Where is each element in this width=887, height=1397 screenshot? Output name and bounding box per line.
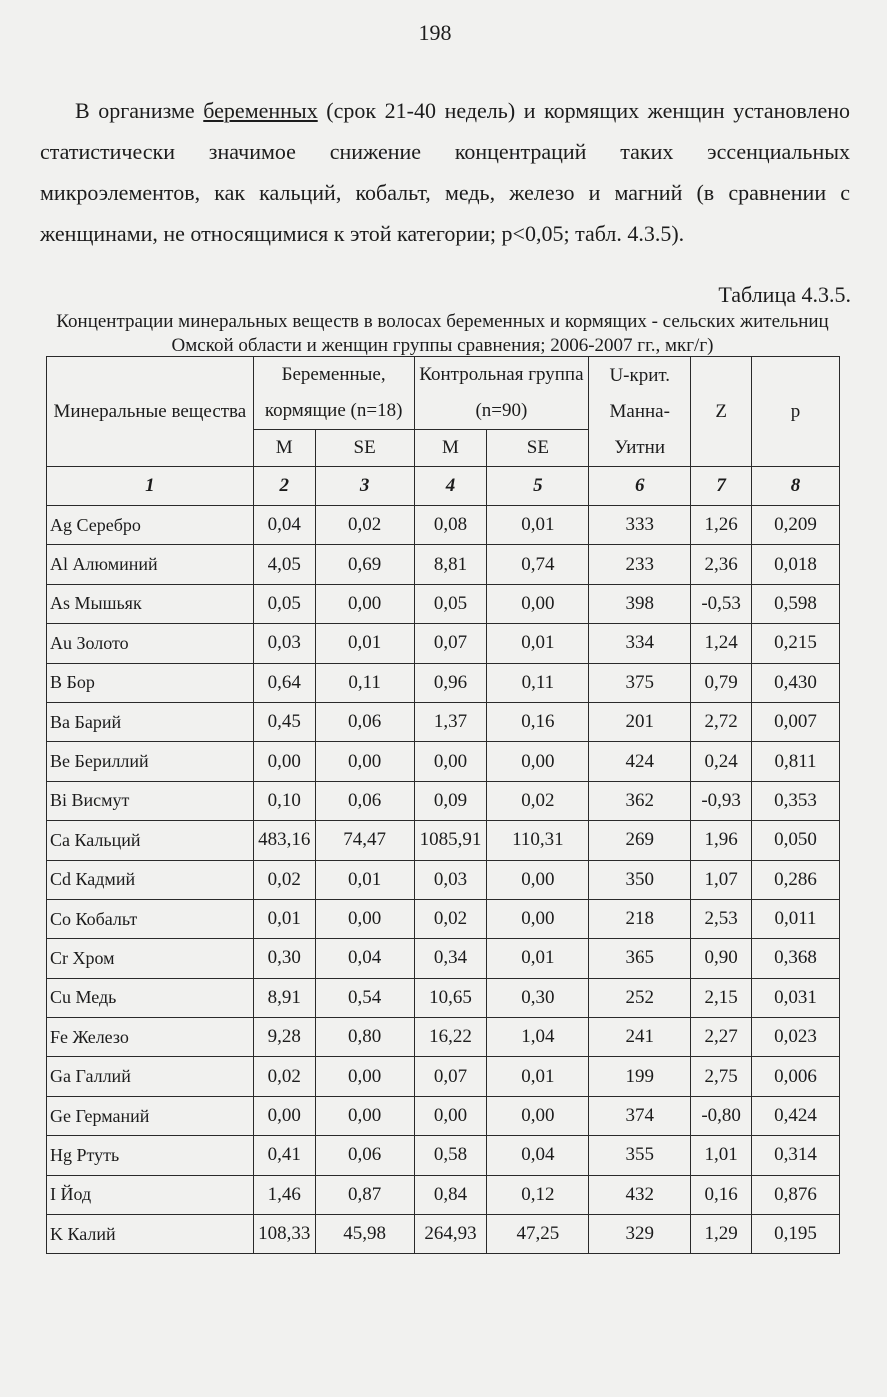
cell-se-control: 0,01 xyxy=(487,1057,589,1096)
cell-m-control: 0,96 xyxy=(414,663,487,702)
cell-m-control: 264,93 xyxy=(414,1215,487,1254)
cell-element: B Бор xyxy=(47,663,254,702)
header-u-crit: U-крит. Манна-Уитни xyxy=(589,357,691,467)
cell-m-control: 8,81 xyxy=(414,545,487,584)
cell-se-pregnant: 0,00 xyxy=(315,899,414,938)
cell-se-control: 0,74 xyxy=(487,545,589,584)
table-row xyxy=(47,663,840,702)
cell-p: 0,195 xyxy=(752,1215,840,1254)
table-row xyxy=(47,1175,840,1214)
column-number: 3 xyxy=(315,467,414,506)
cell-z: 1,26 xyxy=(691,506,752,545)
cell-z: 2,27 xyxy=(691,1018,752,1057)
cell-m-pregnant: 0,41 xyxy=(253,1136,315,1175)
cell-element: Ca Кальций xyxy=(47,821,254,860)
cell-m-control: 0,00 xyxy=(414,742,487,781)
column-number: 2 xyxy=(253,467,315,506)
paragraph-underlined-word: беременных xyxy=(203,98,318,123)
cell-m-pregnant: 0,00 xyxy=(253,742,315,781)
cell-m-pregnant: 8,91 xyxy=(253,978,315,1017)
cell-m-pregnant: 108,33 xyxy=(253,1215,315,1254)
cell-se-control: 47,25 xyxy=(487,1215,589,1254)
cell-element: Ge Германий xyxy=(47,1096,254,1135)
cell-se-pregnant: 0,00 xyxy=(315,584,414,623)
cell-se-control: 0,30 xyxy=(487,978,589,1017)
cell-u-crit: 334 xyxy=(589,624,691,663)
table-row xyxy=(47,781,840,820)
table-row xyxy=(47,860,840,899)
cell-se-pregnant: 0,00 xyxy=(315,1096,414,1135)
table-row xyxy=(47,821,840,860)
cell-m-pregnant: 0,05 xyxy=(253,584,315,623)
cell-z: 0,90 xyxy=(691,939,752,978)
cell-p: 0,314 xyxy=(752,1136,840,1175)
column-number-row xyxy=(47,467,840,506)
paragraph-text-start: В организме xyxy=(75,98,204,123)
cell-p: 0,011 xyxy=(752,899,840,938)
cell-p: 0,007 xyxy=(752,702,840,741)
header-m-control: M xyxy=(414,430,487,467)
column-number: 1 xyxy=(47,467,254,506)
cell-z: 0,79 xyxy=(691,663,752,702)
cell-p: 0,598 xyxy=(752,584,840,623)
cell-m-control: 0,02 xyxy=(414,899,487,938)
table-row xyxy=(47,899,840,938)
table-row xyxy=(47,506,840,545)
cell-m-control: 10,65 xyxy=(414,978,487,1017)
cell-se-control: 0,01 xyxy=(487,624,589,663)
cell-element: I Йод xyxy=(47,1175,254,1214)
cell-m-pregnant: 4,05 xyxy=(253,545,315,584)
cell-u-crit: 432 xyxy=(589,1175,691,1214)
cell-u-crit: 375 xyxy=(589,663,691,702)
cell-u-crit: 424 xyxy=(589,742,691,781)
cell-m-pregnant: 0,03 xyxy=(253,624,315,663)
cell-u-crit: 362 xyxy=(589,781,691,820)
cell-m-pregnant: 0,02 xyxy=(253,1057,315,1096)
cell-element: Cu Медь xyxy=(47,978,254,1017)
cell-u-crit: 333 xyxy=(589,506,691,545)
body-paragraph xyxy=(40,90,850,254)
header-control: Контрольная группа (n=90) xyxy=(414,357,589,430)
cell-z: 1,29 xyxy=(691,1215,752,1254)
cell-m-control: 0,07 xyxy=(414,1057,487,1096)
table-row xyxy=(47,702,840,741)
cell-se-pregnant: 74,47 xyxy=(315,821,414,860)
cell-se-pregnant: 0,11 xyxy=(315,663,414,702)
table-row xyxy=(47,624,840,663)
cell-u-crit: 218 xyxy=(589,899,691,938)
cell-element: Bi Висмут xyxy=(47,781,254,820)
cell-m-control: 0,00 xyxy=(414,1096,487,1135)
table-row xyxy=(47,1057,840,1096)
table-body xyxy=(47,467,840,1254)
cell-se-control: 0,04 xyxy=(487,1136,589,1175)
cell-p: 0,353 xyxy=(752,781,840,820)
header-pregnant: Беременные, кормящие (n=18) xyxy=(253,357,414,430)
cell-m-pregnant: 0,02 xyxy=(253,860,315,899)
table-row xyxy=(47,1018,840,1057)
column-number: 6 xyxy=(589,467,691,506)
cell-u-crit: 201 xyxy=(589,702,691,741)
cell-se-pregnant: 0,87 xyxy=(315,1175,414,1214)
cell-p: 0,209 xyxy=(752,506,840,545)
cell-element: K Калий xyxy=(47,1215,254,1254)
cell-se-control: 0,00 xyxy=(487,860,589,899)
cell-element: As Мышьяк xyxy=(47,584,254,623)
column-number: 7 xyxy=(691,467,752,506)
cell-se-pregnant: 0,06 xyxy=(315,702,414,741)
cell-p: 0,006 xyxy=(752,1057,840,1096)
cell-se-pregnant: 0,06 xyxy=(315,1136,414,1175)
cell-m-control: 1085,91 xyxy=(414,821,487,860)
cell-z: 1,96 xyxy=(691,821,752,860)
cell-z: 2,72 xyxy=(691,702,752,741)
cell-m-control: 16,22 xyxy=(414,1018,487,1057)
table-row xyxy=(47,584,840,623)
cell-z: 1,01 xyxy=(691,1136,752,1175)
cell-se-pregnant: 0,00 xyxy=(315,1057,414,1096)
cell-m-pregnant: 1,46 xyxy=(253,1175,315,1214)
cell-element: Hg Ртуть xyxy=(47,1136,254,1175)
header-z: Z xyxy=(691,357,752,467)
table-label: Таблица 4.3.5. xyxy=(718,282,851,307)
cell-z: 2,53 xyxy=(691,899,752,938)
cell-m-control: 0,05 xyxy=(414,584,487,623)
cell-u-crit: 355 xyxy=(589,1136,691,1175)
header-minerals: Минеральные вещества xyxy=(47,357,254,467)
column-number: 5 xyxy=(487,467,589,506)
cell-u-crit: 233 xyxy=(589,545,691,584)
cell-p: 0,424 xyxy=(752,1096,840,1135)
cell-z: 2,15 xyxy=(691,978,752,1017)
cell-m-pregnant: 9,28 xyxy=(253,1018,315,1057)
header-se-control: SE xyxy=(487,430,589,467)
cell-se-control: 0,00 xyxy=(487,1096,589,1135)
cell-u-crit: 398 xyxy=(589,584,691,623)
cell-u-crit: 252 xyxy=(589,978,691,1017)
table-row xyxy=(47,545,840,584)
cell-p: 0,876 xyxy=(752,1175,840,1214)
paragraph-text-end: (срок 21-40 недель) и кормящих женщин установлено статистически значимое снижение концентраций таких эссенциальных микроэлементов, как кальций, кобальт, медь, железо и магний (в сравнении с женщинами, не относящимися к этой категории; р<0,05; табл. 4.3.5). xyxy=(40,98,851,246)
cell-u-crit: 350 xyxy=(589,860,691,899)
cell-z: -0,80 xyxy=(691,1096,752,1135)
column-number: 8 xyxy=(752,467,840,506)
cell-se-pregnant: 45,98 xyxy=(315,1215,414,1254)
cell-element: Ag Серебро xyxy=(47,506,254,545)
cell-se-pregnant: 0,54 xyxy=(315,978,414,1017)
cell-p: 0,430 xyxy=(752,663,840,702)
cell-m-control: 0,07 xyxy=(414,624,487,663)
cell-m-pregnant: 0,10 xyxy=(253,781,315,820)
cell-element: Cd Кадмий xyxy=(47,860,254,899)
cell-z: 0,24 xyxy=(691,742,752,781)
cell-z: 1,07 xyxy=(691,860,752,899)
cell-se-control: 110,31 xyxy=(487,821,589,860)
cell-u-crit: 241 xyxy=(589,1018,691,1057)
cell-m-pregnant: 483,16 xyxy=(253,821,315,860)
cell-z: -0,93 xyxy=(691,781,752,820)
cell-z: 2,75 xyxy=(691,1057,752,1096)
cell-se-pregnant: 0,02 xyxy=(315,506,414,545)
cell-z: -0,53 xyxy=(691,584,752,623)
cell-element: Au Золото xyxy=(47,624,254,663)
cell-p: 0,031 xyxy=(752,978,840,1017)
cell-m-control: 0,03 xyxy=(414,860,487,899)
cell-z: 2,36 xyxy=(691,545,752,584)
cell-u-crit: 374 xyxy=(589,1096,691,1135)
cell-element: Al Алюминий xyxy=(47,545,254,584)
cell-p: 0,018 xyxy=(752,545,840,584)
cell-m-pregnant: 0,45 xyxy=(253,702,315,741)
cell-m-control: 1,37 xyxy=(414,702,487,741)
cell-u-crit: 329 xyxy=(589,1215,691,1254)
cell-se-pregnant: 0,69 xyxy=(315,545,414,584)
table-row xyxy=(47,1096,840,1135)
cell-m-pregnant: 0,04 xyxy=(253,506,315,545)
table-row xyxy=(47,1136,840,1175)
cell-m-control: 0,09 xyxy=(414,781,487,820)
cell-se-pregnant: 0,00 xyxy=(315,742,414,781)
cell-se-control: 0,16 xyxy=(487,702,589,741)
cell-se-control: 0,01 xyxy=(487,939,589,978)
cell-m-pregnant: 0,64 xyxy=(253,663,315,702)
cell-m-pregnant: 0,00 xyxy=(253,1096,315,1135)
cell-se-pregnant: 0,04 xyxy=(315,939,414,978)
cell-se-control: 0,00 xyxy=(487,584,589,623)
cell-p: 0,368 xyxy=(752,939,840,978)
cell-se-control: 0,12 xyxy=(487,1175,589,1214)
column-number: 4 xyxy=(414,467,487,506)
cell-element: Fe Железо xyxy=(47,1018,254,1057)
cell-se-control: 0,00 xyxy=(487,742,589,781)
cell-u-crit: 365 xyxy=(589,939,691,978)
minerals-table xyxy=(46,356,840,1254)
table-row xyxy=(47,978,840,1017)
cell-m-control: 0,58 xyxy=(414,1136,487,1175)
page-number: 198 xyxy=(418,20,452,45)
cell-m-pregnant: 0,30 xyxy=(253,939,315,978)
table-caption: Концентрации минеральных веществ в волосах беременных и кормящих - сельских жительниц Омской области и женщин группы сравнения; 2006-2007 гг., мкг/г) xyxy=(56,311,829,356)
cell-p: 0,215 xyxy=(752,624,840,663)
cell-p: 0,023 xyxy=(752,1018,840,1057)
cell-se-pregnant: 0,80 xyxy=(315,1018,414,1057)
cell-element: Cr Хром xyxy=(47,939,254,978)
cell-se-control: 1,04 xyxy=(487,1018,589,1057)
cell-m-control: 0,34 xyxy=(414,939,487,978)
cell-se-control: 0,01 xyxy=(487,506,589,545)
cell-element: Be Бериллий xyxy=(47,742,254,781)
cell-element: Ga Галлий xyxy=(47,1057,254,1096)
cell-se-pregnant: 0,01 xyxy=(315,624,414,663)
cell-element: Ba Барий xyxy=(47,702,254,741)
cell-m-pregnant: 0,01 xyxy=(253,899,315,938)
cell-p: 0,811 xyxy=(752,742,840,781)
cell-z: 1,24 xyxy=(691,624,752,663)
cell-p: 0,050 xyxy=(752,821,840,860)
header-p: p xyxy=(752,357,840,467)
cell-se-pregnant: 0,06 xyxy=(315,781,414,820)
cell-se-pregnant: 0,01 xyxy=(315,860,414,899)
cell-m-control: 0,84 xyxy=(414,1175,487,1214)
cell-element: Co Кобальт xyxy=(47,899,254,938)
cell-p: 0,286 xyxy=(752,860,840,899)
cell-z: 0,16 xyxy=(691,1175,752,1214)
table-row xyxy=(47,1215,840,1254)
header-se-pregnant: SE xyxy=(315,430,414,467)
cell-se-control: 0,02 xyxy=(487,781,589,820)
cell-se-control: 0,11 xyxy=(487,663,589,702)
header-m-pregnant: M xyxy=(253,430,315,467)
cell-m-control: 0,08 xyxy=(414,506,487,545)
table-row xyxy=(47,742,840,781)
cell-u-crit: 269 xyxy=(589,821,691,860)
table-row xyxy=(47,939,840,978)
cell-u-crit: 199 xyxy=(589,1057,691,1096)
cell-se-control: 0,00 xyxy=(487,899,589,938)
